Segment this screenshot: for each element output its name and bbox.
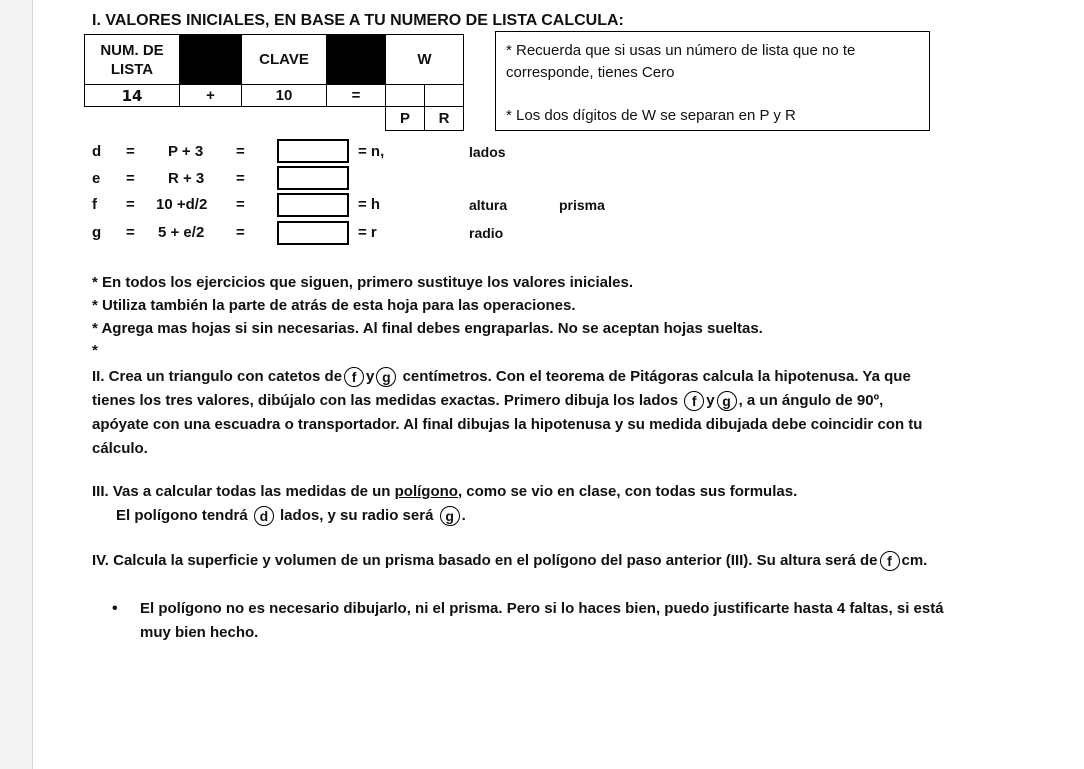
expression: P + 3 bbox=[168, 143, 204, 160]
section-2-line-2b: , a un ángulo de 90º, bbox=[738, 392, 884, 409]
section-4 bbox=[92, 549, 1032, 573]
section-3-line-1a: III. Vas a calcular todas las medidas de un bbox=[92, 483, 395, 500]
notes-box bbox=[495, 31, 930, 131]
instruction-4: * bbox=[92, 342, 98, 359]
instruction-3: * Agrega mas hojas si sin necesarias. Al final debes engraparlas. No se aceptan hojas sueltas. bbox=[92, 320, 763, 337]
label-prisma: prisma bbox=[559, 197, 605, 213]
w-digit-r-cell bbox=[425, 85, 464, 107]
plus-sign: + bbox=[180, 85, 242, 107]
result-h: = h bbox=[358, 196, 381, 213]
label-altura: altura bbox=[469, 197, 508, 213]
clave-value: 10 bbox=[242, 85, 327, 107]
equals: = bbox=[236, 224, 245, 241]
num-lista-value: 14 bbox=[85, 85, 180, 107]
equals: = bbox=[236, 196, 245, 213]
black-cell bbox=[180, 35, 242, 85]
section-2-line-2a: tienes los tres valores, dibújalo con las medidas exactas. Primero dibuja los lados bbox=[92, 392, 679, 409]
equals: = bbox=[236, 143, 245, 160]
equals: = bbox=[126, 143, 135, 160]
instruction-1: * En todos los ejercicios que siguen, primero sustituye los valores iniciales. bbox=[92, 274, 634, 291]
r-label: R bbox=[425, 107, 464, 131]
circled-g: g bbox=[440, 506, 460, 526]
clave-header: CLAVE bbox=[242, 35, 327, 85]
expression: R + 3 bbox=[168, 170, 205, 187]
section-3-line-2a: El polígono tendrá bbox=[116, 507, 248, 524]
note-w-digits: * Los dos dígitos de W se separan en P y R bbox=[506, 107, 796, 124]
section-1-title: I. VALORES INICIALES, EN BASE A TU NUMERO DE LISTA CALCULA: bbox=[92, 12, 624, 29]
answer-box-e[interactable] bbox=[277, 166, 349, 190]
circled-g: g bbox=[376, 367, 396, 387]
w-header: W bbox=[386, 35, 464, 85]
section-3-line-2b: lados, y su radio será bbox=[280, 507, 434, 524]
poligono-underlined: polígono bbox=[394, 483, 458, 500]
y-word: y bbox=[706, 392, 715, 409]
section-2 bbox=[92, 365, 1032, 461]
period: . bbox=[461, 507, 466, 524]
bullet-line-2: muy bien hecho. bbox=[140, 624, 259, 641]
section-2-line-4: cálculo. bbox=[92, 440, 148, 457]
expression: 5 + e/2 bbox=[158, 224, 205, 241]
instruction-2: * Utiliza también la parte de atrás de esta hoja para las operaciones. bbox=[92, 297, 576, 314]
equals: = bbox=[126, 196, 135, 213]
section-2-line-1a: II. Crea un triangulo con catetos de bbox=[92, 368, 343, 385]
num-lista-header: NUM. DE LISTA bbox=[85, 35, 180, 85]
bullet-paragraph bbox=[140, 597, 1030, 645]
black-cell bbox=[327, 35, 386, 85]
circled-f: f bbox=[880, 551, 900, 571]
section-4-text: IV. Calcula la superficie y volumen de un prisma basado en el polígono del paso anterior (III). Su altura será de bbox=[92, 552, 878, 569]
note-list-number: * Recuerda que si usas un número de lista que no te corresponde, tienes Cero bbox=[506, 42, 856, 81]
var-g: g bbox=[92, 224, 102, 241]
bullet-line-1: El polígono no es necesario dibujarlo, ni el prisma. Pero si lo haces bien, puedo justificarte hasta 4 faltas, si está bbox=[140, 600, 944, 617]
circled-f: f bbox=[344, 367, 364, 387]
answer-box-g[interactable] bbox=[277, 221, 349, 245]
y-word: y bbox=[366, 368, 375, 385]
section-2-line-3: apóyate con una escuadra o transportador. Al final dibujas la hipotenusa y su medida dibujada debe coincidir con tu bbox=[92, 416, 923, 433]
section-3-line-1b: , como se vio en clase, con todas sus formulas. bbox=[457, 483, 798, 500]
circled-g: g bbox=[717, 391, 737, 411]
equals: = bbox=[126, 170, 135, 187]
answer-box-d[interactable] bbox=[277, 139, 349, 163]
var-f: f bbox=[92, 196, 97, 213]
initial-values-table bbox=[84, 34, 464, 131]
label-radio: radio bbox=[469, 225, 504, 241]
circled-d: d bbox=[254, 506, 274, 526]
section-3 bbox=[92, 480, 1032, 528]
equals: = bbox=[236, 170, 245, 187]
circled-f: f bbox=[684, 391, 704, 411]
bullet-dot-icon: • bbox=[112, 600, 118, 617]
expression: 10 +d/2 bbox=[156, 196, 208, 213]
w-digit-p-cell bbox=[386, 85, 425, 107]
var-d: d bbox=[92, 143, 102, 160]
unit-cm: cm. bbox=[901, 552, 928, 569]
label-lados: lados bbox=[469, 144, 506, 160]
answer-box-f[interactable] bbox=[277, 193, 349, 217]
var-e: e bbox=[92, 170, 101, 187]
result-n: = n, bbox=[358, 143, 385, 160]
result-r: = r bbox=[358, 224, 377, 241]
p-label: P bbox=[386, 107, 425, 131]
section-2-line-1b: centímetros. Con el teorema de Pitágoras calcula la hipotenusa. Ya que bbox=[402, 368, 911, 385]
equals-sign: = bbox=[327, 85, 386, 107]
equals: = bbox=[126, 224, 135, 241]
